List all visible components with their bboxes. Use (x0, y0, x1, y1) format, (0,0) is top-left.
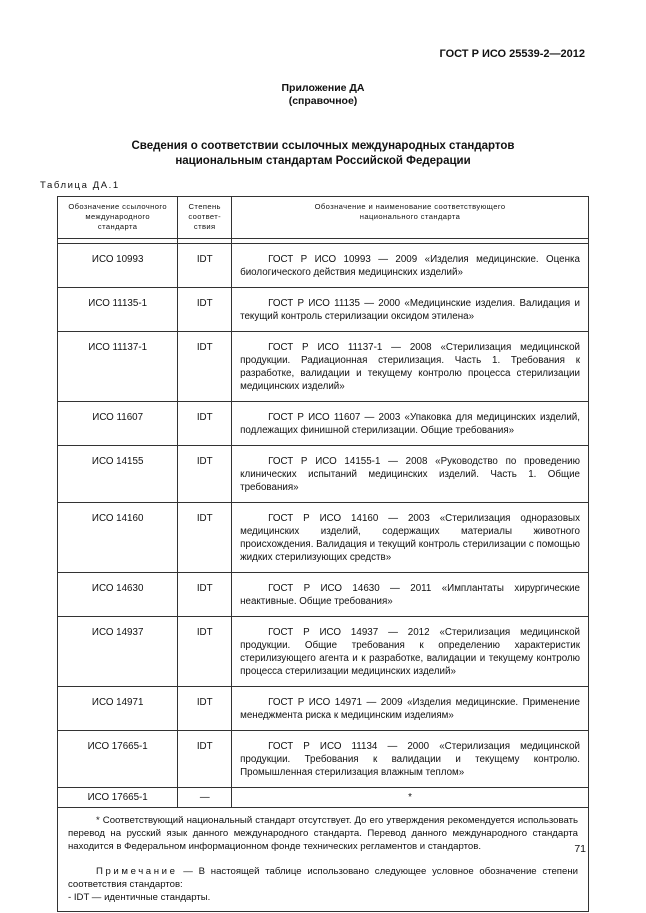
note-label: Примечание (96, 866, 178, 877)
international-code: ИСО 10993 (58, 244, 178, 288)
header-international-standard: Обозначение ссылочного международного стандарта (58, 197, 178, 239)
table-footnote-row (58, 808, 589, 912)
degree: IDT (178, 503, 232, 573)
international-code: ИСО 14155 (58, 446, 178, 503)
table-row (58, 244, 589, 288)
degree: IDT (178, 244, 232, 288)
international-code: ИСО 11135-1 (58, 288, 178, 332)
international-code: ИСО 14971 (58, 687, 178, 731)
degree: IDT (178, 446, 232, 503)
degree: IDT (178, 573, 232, 617)
international-code: ИСО 17665-1 (58, 731, 178, 788)
national-standard: * (232, 788, 589, 808)
document-code: ГОСТ Р ИСО 25539-2—2012 (439, 48, 585, 60)
correspondence-table (57, 196, 589, 912)
table-row (58, 687, 589, 731)
table-row (58, 288, 589, 332)
national-standard: ГОСТ Р ИСО 11137-1 — 2008 «Стерилизация медицинской продукции. Радиационная стерилизация. Часть 1. Требования к разработке, валидации и текущему контролю процесса стерилизации медицинских изделий» (232, 332, 589, 402)
international-code: ИСО 14937 (58, 617, 178, 687)
note-item: - IDT — идентичные стандарты. (68, 892, 211, 903)
table-row (58, 788, 589, 808)
section-title-line-1: Сведения о соответствии ссылочных международных стандартов (131, 140, 515, 152)
national-standard: ГОСТ Р ИСО 11135 — 2000 «Медицинские изделия. Валидация и текущий контроль стерилизации оксидом этилена» (232, 288, 589, 332)
table-row (58, 731, 589, 788)
table-row (58, 446, 589, 503)
national-standard: ГОСТ Р ИСО 14160 — 2003 «Стерилизация одноразовых медицинских изделий, содержащих материалы животного происхождения. Валидация и текущий контроль стерилизации с помощью жидких стерилизующих средств» (232, 503, 589, 573)
table-row (58, 402, 589, 446)
section-title (0, 139, 646, 169)
note-text: — В настоящей таблице использовано следующее условное обозначение степени соответствия стандартов: (68, 866, 578, 890)
degree: IDT (178, 617, 232, 687)
table-header-row (58, 197, 589, 239)
degree: IDT (178, 687, 232, 731)
table-footnote (58, 808, 589, 912)
degree: — (178, 788, 232, 808)
header-national-standard: Обозначение и наименование соответствующего национального стандарта (232, 197, 589, 239)
annex-subtitle: (справочное) (288, 95, 358, 107)
note-paragraph (68, 865, 578, 891)
degree: IDT (178, 288, 232, 332)
international-code: ИСО 11607 (58, 402, 178, 446)
international-code: ИСО 14160 (58, 503, 178, 573)
international-code: ИСО 17665-1 (58, 788, 178, 808)
degree: IDT (178, 731, 232, 788)
national-standard: ГОСТ Р ИСО 14971 — 2009 «Изделия медицинские. Применение менеджмента риска к медицинским изделиям» (232, 687, 589, 731)
national-standard: ГОСТ Р ИСО 10993 — 2009 «Изделия медицинские. Оценка биологического действия медицинских изделий» (232, 244, 589, 288)
table-row (58, 332, 589, 402)
degree: IDT (178, 332, 232, 402)
international-code: ИСО 11137-1 (58, 332, 178, 402)
national-standard: ГОСТ Р ИСО 14155-1 — 2008 «Руководство по проведению клинических испытаний медицинских изделий. Часть 1. Общие требования» (232, 446, 589, 503)
national-standard: ГОСТ Р ИСО 14937 — 2012 «Стерилизация медицинской продукции. Общие требования к определению характеристик стерилизующего агента и к разработке, валидации и текущему контролю процесса стерилизации медицинских изделий» (232, 617, 589, 687)
annex-title: Приложение ДА (281, 82, 365, 94)
annex-heading (0, 82, 646, 108)
footnote-text: * Соответствующий национальный стандарт отсутствует. До его утверждения рекомендуется использовать перевод на русский язык данного международного стандарта. Перевод данного международного стандарта находится в Федеральном информационном фонде технических регламентов и стандартов. (68, 815, 578, 852)
national-standard: ГОСТ Р ИСО 14630 — 2011 «Имплантаты хирургические неактивные. Общие требования» (232, 573, 589, 617)
table-row (58, 573, 589, 617)
section-title-line-2: национальным стандартам Российской Федерации (175, 155, 471, 167)
table-caption: Таблица ДА.1 (40, 180, 120, 191)
national-standard: ГОСТ Р ИСО 11134 — 2000 «Стерилизация медицинской продукции. Требования к валидации и текущему контролю. Промышленная стерилизация влажным теплом» (232, 731, 589, 788)
national-standard: ГОСТ Р ИСО 11607 — 2003 «Упаковка для медицинских изделий, подлежащих финишной стерилизации. Общие требования» (232, 402, 589, 446)
page-number: 71 (574, 843, 586, 855)
table-row (58, 503, 589, 573)
international-code: ИСО 14630 (58, 573, 178, 617)
table-row (58, 617, 589, 687)
degree: IDT (178, 402, 232, 446)
header-degree: Степень соответ- ствия (178, 197, 232, 239)
